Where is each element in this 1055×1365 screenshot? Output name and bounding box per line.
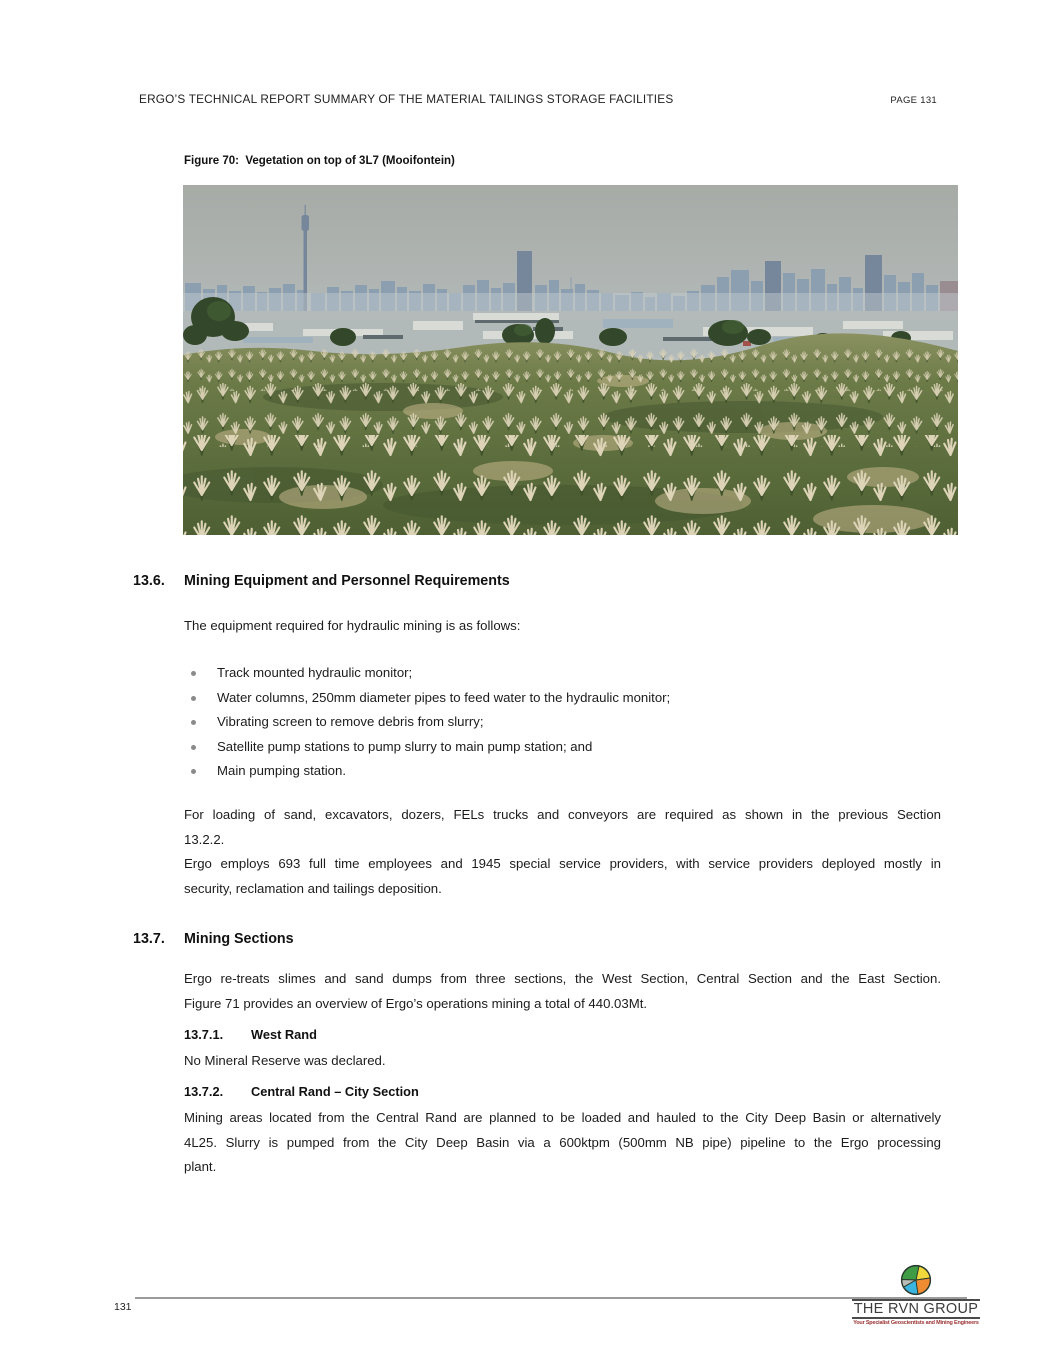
footer-page-number: 131 bbox=[114, 1301, 132, 1313]
equipment-bullet-list bbox=[184, 661, 941, 784]
section-heading-13-7 bbox=[133, 931, 294, 947]
bullet-text: Vibrating screen to remove debris from slurry; bbox=[217, 714, 484, 730]
header-title: ERGO’S TECHNICAL REPORT SUMMARY OF THE MATERIAL TAILINGS STORAGE FACILITIES bbox=[139, 92, 674, 106]
section-title: Mining Sections bbox=[184, 931, 294, 947]
header-page-label: PAGE 131 bbox=[890, 95, 937, 106]
paragraph-line: For loading of sand, excavators, dozers, FELs trucks and conveyors are required as shown in the previous Section bbox=[184, 807, 941, 822]
bullet-item bbox=[184, 735, 941, 760]
section-title: Mining Equipment and Personnel Requirements bbox=[184, 573, 510, 589]
bullet-icon bbox=[191, 720, 196, 725]
subsection-heading-13-7-1 bbox=[184, 1027, 317, 1042]
rvn-logo-pie-icon bbox=[898, 1262, 934, 1298]
rvn-logo-name: THE RVN GROUP bbox=[853, 1301, 979, 1317]
bullet-item bbox=[184, 686, 941, 711]
subsection-number: 13.7.1. bbox=[184, 1027, 224, 1042]
intro-paragraph: The equipment required for hydraulic mining is as follows: bbox=[184, 618, 521, 633]
section-number: 13.7. bbox=[133, 931, 165, 947]
bullet-icon bbox=[191, 671, 196, 676]
central-rand-paragraph bbox=[184, 1106, 941, 1180]
subsection-title: Central Rand – City Section bbox=[251, 1084, 419, 1099]
bullet-icon bbox=[191, 769, 196, 774]
paragraph-line: security, reclamation and tailings deposition. bbox=[184, 880, 442, 896]
rvn-group-logo bbox=[852, 1262, 980, 1326]
paragraph-line: 4L25. Slurry is pumped from the City Deep Basin via a 600ktpm (500mm NB pipe) pipeline to the Ergo processing bbox=[184, 1134, 941, 1150]
bullet-text: Track mounted hydraulic monitor; bbox=[217, 665, 413, 680]
footer-rule bbox=[135, 1297, 967, 1299]
mining-sections-paragraph bbox=[184, 967, 941, 1016]
subsection-number: 13.7.2. bbox=[184, 1084, 224, 1099]
bullet-item bbox=[184, 759, 941, 784]
vegetation-photo bbox=[183, 185, 958, 535]
bullet-text: Main pumping station. bbox=[217, 763, 347, 779]
subsection-title: West Rand bbox=[251, 1027, 317, 1042]
paragraph-line: Figure 71 provides an overview of Ergo’s operations mining a total of 440.03Mt. bbox=[184, 995, 648, 1011]
loading-paragraph bbox=[184, 803, 941, 901]
report-header bbox=[139, 92, 937, 106]
section-number: 13.6. bbox=[133, 573, 165, 589]
bullet-icon bbox=[191, 696, 196, 701]
bullet-item bbox=[184, 661, 941, 686]
bullet-item bbox=[184, 710, 941, 735]
paragraph-line: plant. bbox=[184, 1159, 217, 1175]
bullet-text: Water columns, 250mm diameter pipes to feed water to the hydraulic monitor; bbox=[217, 689, 671, 705]
paragraph-line: Mining areas located from the Central Rand are planned to be loaded and hauled to the City Deep Basin or alternatively bbox=[184, 1110, 941, 1125]
paragraph-line: 13.2.2. bbox=[184, 831, 225, 847]
paragraph-line: Ergo employs 693 full time employees and 1945 special service providers, with service providers deployed mostly in bbox=[184, 856, 941, 872]
figure-caption: Figure 70: Vegetation on top of 3L7 (Mooifontein) bbox=[184, 155, 455, 167]
bullet-icon bbox=[191, 745, 196, 750]
bullet-text: Satellite pump stations to pump slurry to main pump station; and bbox=[217, 738, 593, 754]
rvn-logo-tagline: Your Specialist Geoscientists and Mining Engineers bbox=[853, 1320, 979, 1326]
section-heading-13-6 bbox=[133, 573, 510, 589]
west-rand-paragraph: No Mineral Reserve was declared. bbox=[184, 1053, 386, 1068]
subsection-heading-13-7-2 bbox=[184, 1084, 419, 1099]
vegetation-photo-illustration bbox=[183, 185, 958, 535]
paragraph-line: Ergo re-treats slimes and sand dumps from three sections, the West Section, Central Section and the East Section. bbox=[184, 971, 941, 986]
